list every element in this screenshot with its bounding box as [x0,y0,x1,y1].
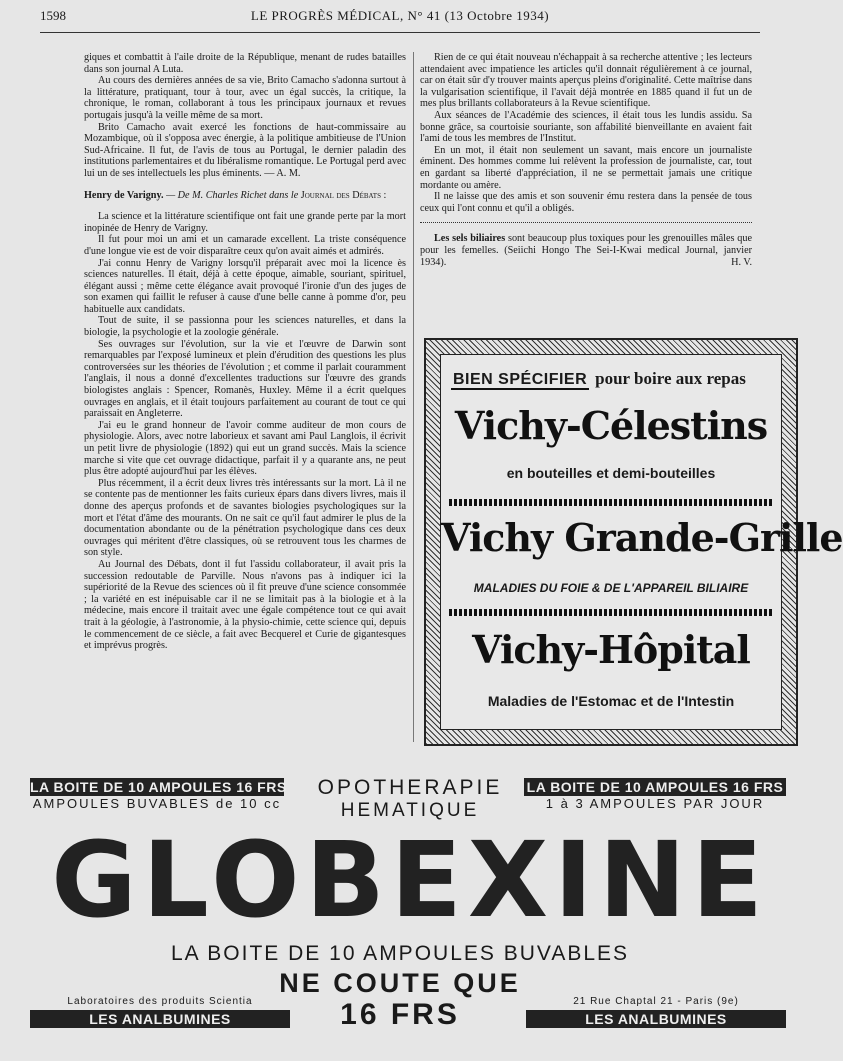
opotherapie: OPOTHERAPIE [317,776,503,799]
paragraph: giques et combattit à l'aile droite de la République, menant de rudes batailles dans son journal A Luta. [84,52,406,75]
hematique: HEMATIQUE [340,800,480,821]
page-number: 1598 [40,8,66,23]
specifier-label: BIEN SPÉCIFIER [453,371,588,388]
analbumines-left: LES ANALBUMINES [30,1010,290,1028]
globexine-advertisement [0,750,800,1061]
paragraph: Au cours des dernières années de sa vie, Brito Camacho s'adonna surtout à la littérature, pratiquant, tour à tour, avec un égal succès, la critique, la chronique, le roman, collaborant à tous les principaux journaux et revues portugais jusqu'à la veille même de sa mort. [84,75,406,121]
sels-signature: H. V. [731,256,752,268]
paragraph: Ses ouvrages sur l'évolution, sur la vie et l'œuvre de Darwin sont remarquables par l'exposé lumineux et plein d'érudition des questions les plus controversées sur les théories de l'évolution ; et comme il parlait couramment l'anglais, il nous a donné d'excellentes traductions sur l'œuvre des grands biologistes anglais : Spencer, Romanès, Huxley. Même il a écrit quelques ouvrages en anglais, et il était toujours parfaitement au courant de tout ce qui paraissait en Angleterre. [84,338,406,420]
analbumines-right: LES ANALBUMINES [526,1010,786,1028]
dotted-separator [420,222,752,223]
vichy-hopital: Vichy-Hôpital [472,627,750,672]
paragraph: Aux séances de l'Académie des sciences, il était tous les lundis assidu. Sa bonne grâce, sa courtoisie souriante, son affabilité bienveillante en avaient fait l'ami de tous les membres de l'Institut. [420,109,752,145]
vichy-grande-grille-sub: MALADIES DU FOIE & DE L'APPAREIL BILIAIRE [473,581,749,595]
varigny-heading [84,190,406,202]
sub-left: AMPOULES BUVABLES de 10 cc [32,796,282,811]
paragraph: J'ai connu Henry de Varigny lorsqu'il préparait avec moi la licence ès sciences naturelles. Il était, déjà à cette époque, aimable, souriant, spirituel, élégant aussi ; même cette élégance avait provoqué l'ironie d'un des juges de son examen qui faillit le refuser à cause d'une belle canne à pomme d'or, peu habituelle aux candidats. [84,257,406,315]
paragraph: La science et la littérature scientifique ont fait une grande perte par la mort inopinée de Henry de Varigny. [84,211,406,234]
ad-price: 16 FRS [340,998,460,1031]
vichy-band [449,609,773,616]
journal-title: LE PROGRÈS MÉDICAL, N° 41 (13 Octobre 1934) [250,8,550,23]
paragraph: Au Journal des Débats, dont il fut l'assidu collaborateur, il avait pris la succession redoutable de Parville. Nous n'avons pas à indiquer ici la supériorité de la Revue des sciences où il fit preuve d'une science consommée ; la variété en est inépuisable car il ne se limitait pas à la biologie et à la médecine, mais encore il traitait avec une égale compétence tout ce qui avait trait à la géologie, à l'astronomie, à la physio-chimie, cette science qui, depuis le commencement de ce siècle, a fait avec Becquerel et Curie de gigantesques et imprévus progrès. [84,558,406,652]
left-column [84,52,406,652]
specifier-rest: pour boire aux repas [595,369,746,388]
globexine-brand: GLOBEXINE [51,819,769,941]
paragraph: En un mot, il était non seulement un savant, mais encore un journaliste éminent. Des hommes comme lui relèvent la profession de journaliste, car, tout en gardant sa liberté d'appréciation, il ne se permettait jamais une critique mordante ou amère. [420,144,752,191]
varigny-journal: Journal des Débats : [300,189,387,201]
sels-title: Les sels biliaires [434,233,506,245]
paragraph: Il ne laisse que des amis et son souvenir ému restera dans la pensée de tous ceux qui l'ont connu et qu'il a obligés. [420,191,752,214]
paragraph: Il fut pour moi un ami et un camarade excellent. La triste conséquence d'une longue vie est de voir disparaître ceux qu'on avait aimés et admirés. [84,234,406,257]
ad-line-2: NE COUTE QUE [279,968,521,998]
varigny-subtitle: — De M. Charles Richet dans le [163,189,301,201]
vichy-band [449,499,773,506]
paragraph: Tout de suite, il se passionna pour les sciences naturelles, et dans la biologie, la psychologie et la zoologie générale. [84,315,406,339]
vichy-celestins: Vichy-Célestins [454,403,768,448]
header-rule [40,32,760,33]
vichy-advertisement [424,338,843,746]
right-column [420,52,752,268]
paragraph: Plus récemment, il a écrit deux livres très intéressants sur la mort. Là il ne se contente pas de mentionner les faits curieux épars dans divers livres, mais il donne des aperçus profonds et de savantes biologies psychologiques sur la mort et l'état d'âme des mourants. On ne sait ce qu'il faut admirer le plus de la documentation abondante ou de la pénétration psychologique dans ces deux ouvrages qui méritent d'être classiques, où se retrouvent tous les charmes de son style. [84,477,406,559]
column-divider [413,52,414,742]
lab-right: 21 Rue Chaptal 21 - Paris (9e) [573,996,739,1007]
vichy-grande-grille: Vichy Grande-Grille [441,515,843,560]
varigny-title: Henry de Varigny. [84,189,164,201]
sub-right: 1 à 3 AMPOULES PAR JOUR [545,796,765,811]
price-bar-left: LA BOITE DE 10 AMPOULES 16 FRS [30,779,287,795]
vichy-hopital-sub: Maladies de l'Estomac et de l'Intestin [487,693,735,709]
sels-paragraph [420,233,752,268]
price-bar-right: LA BOITE DE 10 AMPOULES 16 FRS [524,778,786,796]
paragraph: J'ai eu le grand honneur de l'avoir comme auditeur de mon cours de physiologie. Alors, avec notre laborieux et savant ami Paul Langlois, il écrivit un petit livre de physiologie (1892) qui eut un grand succès. Mais la science marche si vite que cet ouvrage didactique, parfait il y a quarante ans, ne peut plus être adopté aujourd'hui par les élèves. [84,419,406,478]
paragraph: Rien de ce qui était nouveau n'échappait à sa recherche attentive ; les lecteurs attendaient avec impatience les articles qu'il donnait régulièrement à ce journal, car on était sûr d'y trouver maints aperçus pleins d'originalité. Cette maîtrise dans la vulgarisation scientifique, il l'avait déjà montrée en 1885 quand il fut un de mes plus brillants collaborateurs à la Revue scientifique. [420,52,752,110]
page-header [40,8,760,30]
lab-left: Laboratoires des produits Scientia [67,996,253,1007]
paragraph: Brito Camacho avait exercé les fonctions de haut-commissaire au Mozambique, où il s'opposa avec énergie, à la politique ambitieuse de l'Union Sud-Africaine. Il fut, de l'avis de tous au Portugal, le dernier paladin des institutions parlementaires et du libéralisme romantique. Le Portugal perd avec lui un de ses intellectuels les plus éminents. — A. M. [84,121,406,179]
vichy-specifier [451,369,746,389]
vichy-celestins-sub: en bouteilles et demi-bouteilles [506,465,716,481]
ad-line-1: LA BOITE DE 10 AMPOULES BUVABLES [170,942,630,965]
sels-text: sont beaucoup plus toxiques pour les grenouilles mâles que pour les femelles. (Seiichi Hongo The Sei-I-Kwai medical Journal, janvier 1934). [420,233,752,268]
